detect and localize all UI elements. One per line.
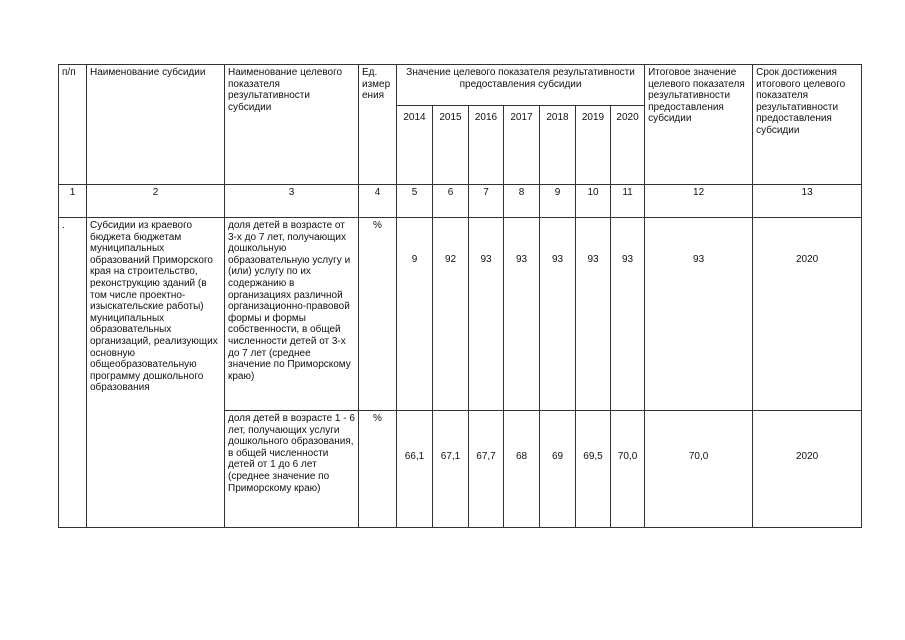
row-value-2015: 92	[433, 218, 469, 411]
colnum-12: 12	[645, 185, 753, 218]
colnum-7: 7	[469, 185, 504, 218]
row-value-2017: 68	[504, 411, 540, 528]
row-unit: %	[359, 218, 397, 411]
header-num: п/п	[59, 65, 87, 185]
year-2020: 2020	[611, 106, 645, 185]
colnum-2: 2	[87, 185, 225, 218]
header-unit: Ед. измер ения	[359, 65, 397, 185]
colnum-1: 1	[59, 185, 87, 218]
row-final-value: 93	[645, 218, 753, 411]
colnum-9: 9	[540, 185, 576, 218]
row-deadline: 2020	[753, 411, 862, 528]
row-value-2018: 69	[540, 411, 576, 528]
row-value-2015: 67,1	[433, 411, 469, 528]
row-deadline: 2020	[753, 218, 862, 411]
row-value-2017: 93	[504, 218, 540, 411]
row-subsidy-name: Субсидии из краевого бюджета бюджетам муниципальных образований Приморского края на строительство, реконструкцию зданий (в том числе проектно-изыскательские работы) муниципальных образовательных организаций, реализующих основную общеобразовательную программу дошкольного образования	[87, 218, 225, 528]
year-2015: 2015	[433, 106, 469, 185]
row-unit: %	[359, 411, 397, 528]
column-numbers-row	[59, 185, 862, 218]
row-value-2018: 93	[540, 218, 576, 411]
colnum-5: 5	[397, 185, 433, 218]
row-value-2019: 69,5	[576, 411, 611, 528]
colnum-6: 6	[433, 185, 469, 218]
colnum-10: 10	[576, 185, 611, 218]
colnum-3: 3	[225, 185, 359, 218]
row-final-value: 70,0	[645, 411, 753, 528]
header-row-top	[59, 65, 862, 106]
year-2014: 2014	[397, 106, 433, 185]
header-deadline: Срок достижения итогового целевого показателя результативности предоставления субсидии	[753, 65, 862, 185]
row-indicator: доля детей в возрасте от 3-х до 7 лет, получающих дошкольную образовательную услугу и (или) услугу по их содержанию в организациях различной организационно-правовой формы и формы собственности, в общей численности детей от 3-х до 7 лет (среднее значение по Приморскому краю)	[225, 218, 359, 411]
year-2017: 2017	[504, 106, 540, 185]
row-value-2016: 93	[469, 218, 504, 411]
row-value-2020: 70,0	[611, 411, 645, 528]
colnum-8: 8	[504, 185, 540, 218]
year-2016: 2016	[469, 106, 504, 185]
row-value-2014: 66,1	[397, 411, 433, 528]
year-2018: 2018	[540, 106, 576, 185]
colnum-13: 13	[753, 185, 862, 218]
row-value-2019: 93	[576, 218, 611, 411]
header-final: Итоговое значение целевого показателя результативности предоставления субсидии	[645, 65, 753, 185]
year-2019: 2019	[576, 106, 611, 185]
row-indicator: доля детей в возрасте 1 - 6 лет, получающих услуги дошкольного образования, в общей численности детей от 1 до 6 лет (среднее значение по Приморскому краю)	[225, 411, 359, 528]
row-value-2014: 9	[397, 218, 433, 411]
header-value-group: Значение целевого показателя результативности предоставления субсидии	[397, 65, 645, 106]
colnum-4: 4	[359, 185, 397, 218]
row-value-2020: 93	[611, 218, 645, 411]
colnum-11: 11	[611, 185, 645, 218]
table-row	[59, 218, 862, 411]
header-subsidy: Наименование субсидии	[87, 65, 225, 185]
row-num: .	[59, 218, 87, 528]
subsidy-indicators-table	[58, 64, 862, 528]
row-value-2016: 67,7	[469, 411, 504, 528]
header-indicator: Наименование целевого показателя результативности субсидии	[225, 65, 359, 185]
